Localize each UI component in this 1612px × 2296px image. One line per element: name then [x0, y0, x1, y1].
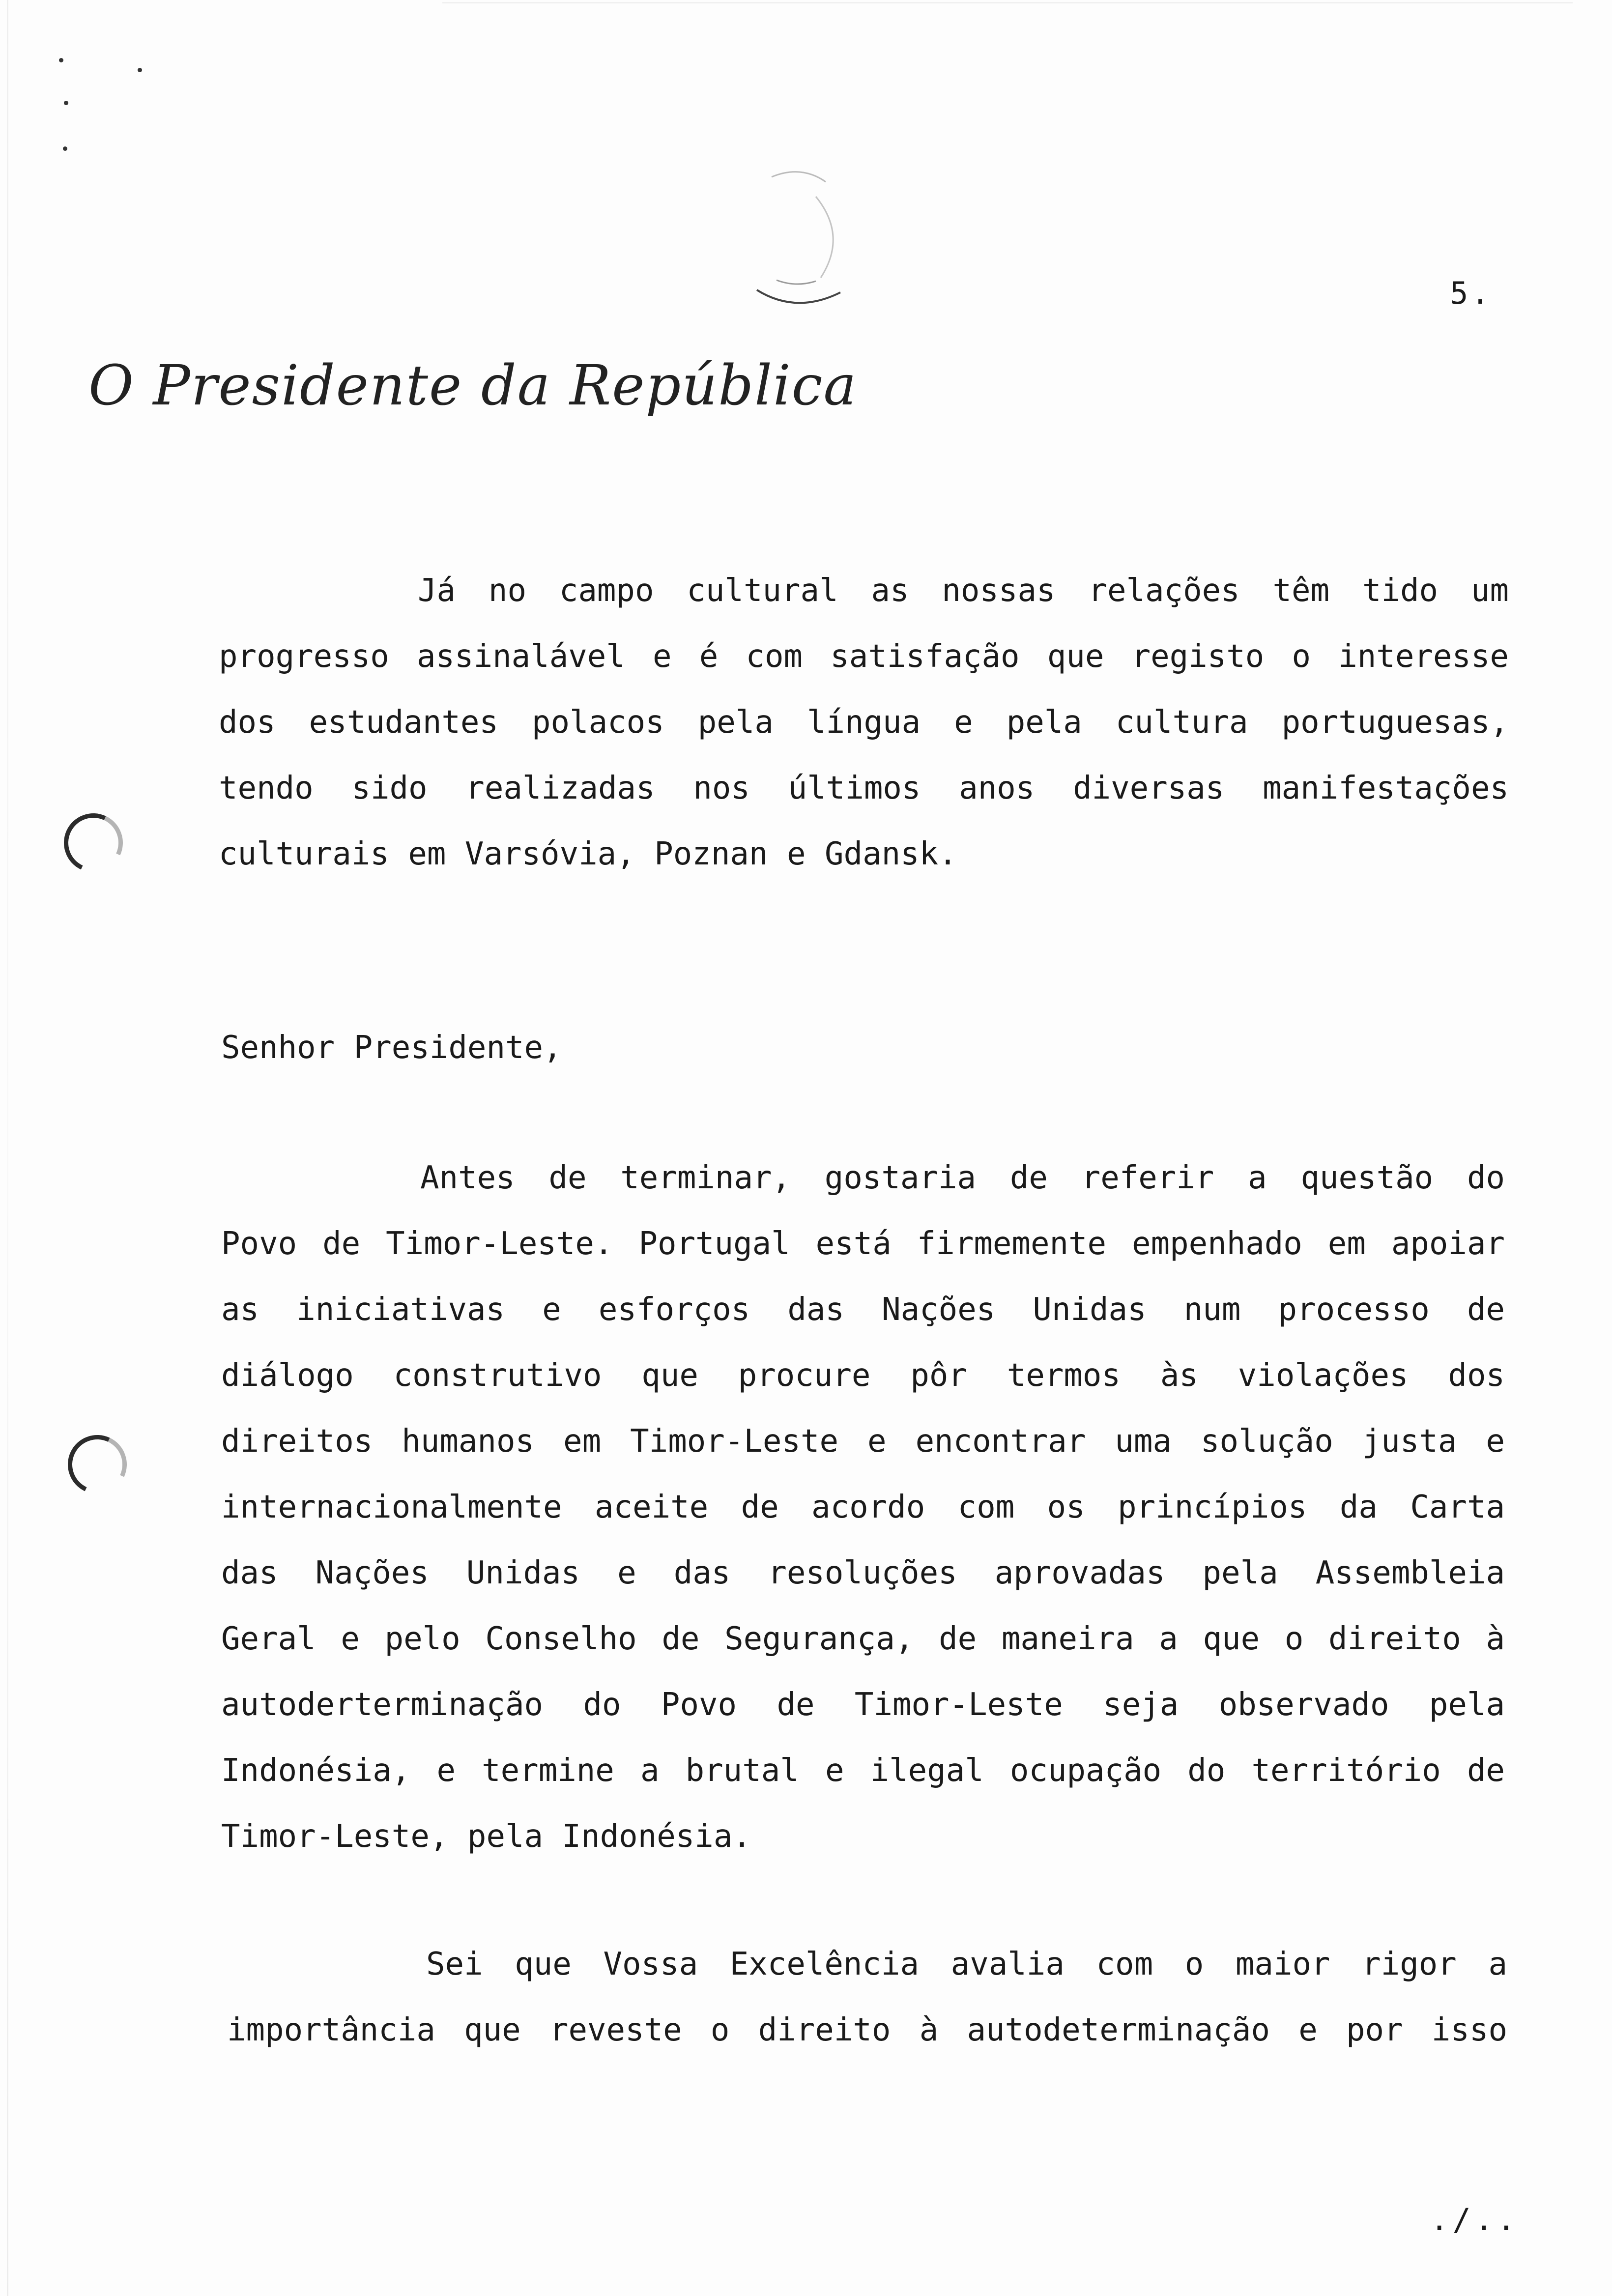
text-line: importância que reveste o direito à autodeterminação e por isso	[227, 2012, 1507, 2048]
text-line: Sei que Vossa Excelência avalia com o maior rigor a	[426, 1946, 1507, 1982]
scan-edge-left	[7, 0, 8, 2296]
text-line: internacionalmente aceite de acordo com os princípios da Carta	[221, 1489, 1505, 1525]
punch-hole-icon	[59, 1427, 135, 1502]
margin-dot	[63, 146, 67, 151]
paragraph-self-determination	[227, 1931, 1507, 2063]
paragraph-timor-leste	[221, 1145, 1505, 1869]
text-line: Povo de Timor-Leste. Portugal está firmemente empenhado em apoiar	[221, 1226, 1505, 1262]
text-line: das Nações Unidas e das resoluções aprovadas pela Assembleia	[221, 1555, 1505, 1591]
salutation: Senhor Presidente,	[221, 1030, 562, 1066]
text-line: direitos humanos em Timor-Leste e encontrar uma solução justa e	[221, 1423, 1505, 1460]
embossed-seal-mark	[742, 167, 855, 315]
text-line: dos estudantes polacos pela língua e pela cultura portuguesas,	[219, 704, 1509, 741]
letterhead-title: O Presidente da República	[88, 354, 858, 418]
paragraph-cultural-relations	[219, 558, 1509, 887]
text-line: autoderterminação do Povo de Timor-Leste seja observado pela	[221, 1687, 1505, 1723]
page-number: 5.	[1450, 275, 1493, 311]
text-line: Timor-Leste, pela Indonésia.	[221, 1818, 751, 1855]
text-line: tendo sido realizadas nos últimos anos diversas manifestações	[219, 770, 1509, 806]
text-line: Indonésia, e termine a brutal e ilegal ocupação do território de	[221, 1752, 1505, 1789]
text-line: Já no campo cultural as nossas relações têm tido um	[418, 573, 1509, 609]
text-line: as iniciativas e esforços das Nações Unidas num processo de	[221, 1292, 1505, 1328]
scan-edge-top	[442, 2, 1573, 3]
margin-dot	[59, 58, 63, 62]
text-line: Antes de terminar, gostaria de referir a questão do	[420, 1160, 1505, 1196]
text-line: diálogo construtivo que procure pôr termos às violações dos	[221, 1357, 1505, 1394]
text-line: Geral e pelo Conselho de Segurança, de maneira a que o direito à	[221, 1621, 1505, 1657]
text-line: culturais em Varsóvia, Poznan e Gdansk.	[219, 836, 957, 872]
punch-hole-icon	[56, 805, 131, 881]
margin-dot	[138, 68, 142, 72]
text-line: progresso assinalável e é com satisfação que registo o interesse	[219, 638, 1509, 675]
margin-dot	[64, 101, 68, 105]
continuation-mark: ./..	[1430, 2202, 1520, 2238]
